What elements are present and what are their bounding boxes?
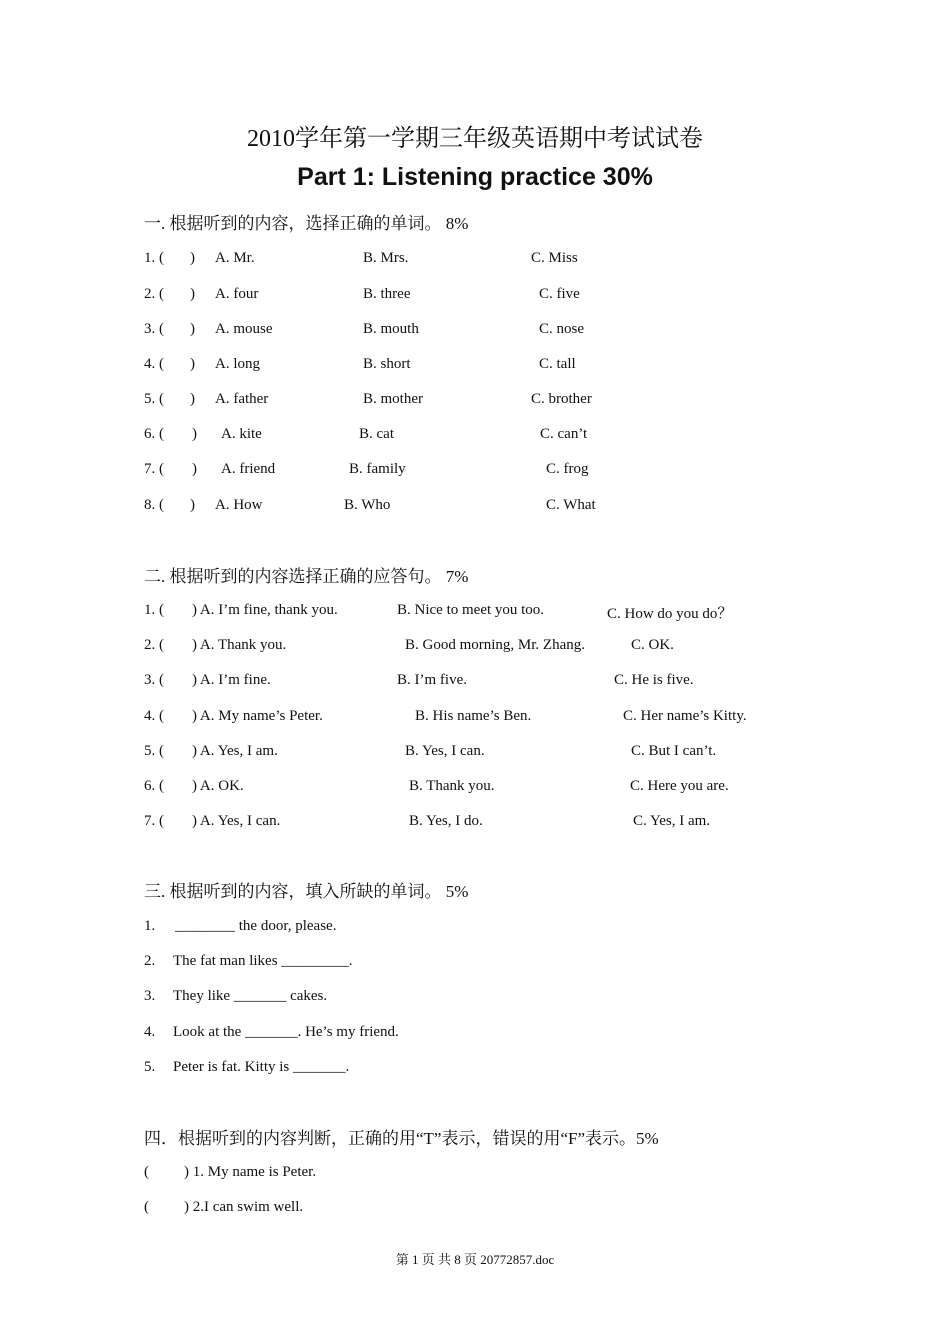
page-footer: 第 1 页 共 8 页 20772857.doc <box>395 1252 555 1267</box>
section-2-heading: 二. 根据听到的内容选择正确的应答句。 7% <box>144 567 469 586</box>
section-1-heading: 一. 根据听到的内容，选择正确的单词。 8% <box>144 214 469 233</box>
part-title: Part 1: Listening practice 30% <box>297 163 653 191</box>
page-title: 2010学年第一学期三年级英语期中考试试卷 <box>247 126 703 152</box>
section-3-heading: 三. 根据听到的内容，填入所缺的单词。 5% <box>144 882 469 901</box>
section-4-heading: 四．根据听到的内容判断，正确的用“T”表示，错误的用“F”表示。5% <box>144 1129 659 1148</box>
